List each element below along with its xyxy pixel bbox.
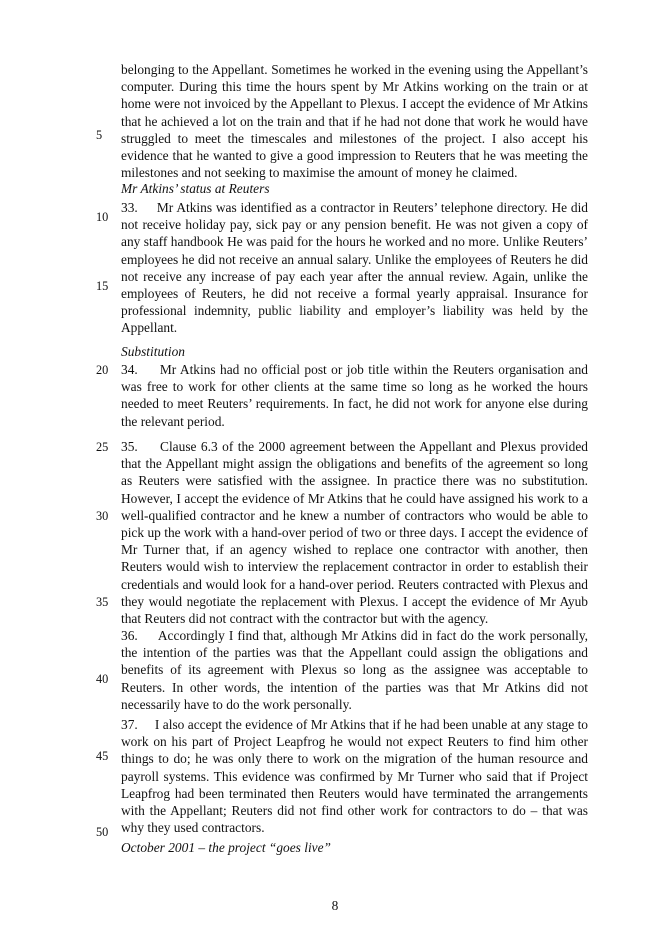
line-number-20: 20 xyxy=(96,363,109,377)
line-number-30: 30 xyxy=(96,509,109,523)
line-number-35: 35 xyxy=(96,595,109,609)
paragraph-continuation: belonging to the Appellant. Sometimes he worked in the evening using the Appellant’s computer. During this time the hours spent by Mr Atkins working on the train or at home were not invoiced by the Appellant to Plexus. I accept the evidence of Mr Atkins that he achieved a lot on the train and that if he had not done that work he would have struggled to meet the timescales and milestones of the project. I also accept his evidence that he wanted to give a good impression to Reuters that he was meeting the milestones and not seeking to maximise the amount of money he claimed. xyxy=(121,62,588,181)
line-number-50: 50 xyxy=(96,825,109,839)
paragraph-35: 35. Clause 6.3 of the 2000 agreement between the Appellant and Plexus provided that the Appellant might assign the obligations and benefits of the agreement so long as Reuters were satisfied with the assignee. In practice there was no substitution. However, I accept the evidence of Mr Atkins that he could have assigned his work to a well-qualified contractor and he knew a number of contractors who would be able to pick up the work with a hand-over period of two or three days. I accept the evidence of Mr Turner that, if an agency wished to replace one contractor with another, then Reuters would wish to interview the replacement contractor in order to establish their credentials and would look for a hand-over period. Reuters contracted with Plexus and they would negotiate the replacement with Plexus. I accept the evidence of Mr Ayub that Reuters did not contract with the contractor but with the agency. xyxy=(121,439,588,627)
paragraph-37: 37. I also accept the evidence of Mr Atkins that if he had been unable at any stage to work on his part of Project Leapfrog he would not expect Reuters to find him other things to do; he was only there to work on the migration of the human resource and payroll systems. This evidence was confirmed by Mr Turner who said that if Project Leapfrog had been terminated then Reuters would have terminated the arrangements with the Appellant; Reuters did not find other work for contractors to do – that was why they used contractors. xyxy=(121,717,588,836)
line-number-25: 25 xyxy=(96,440,109,454)
line-number-40: 40 xyxy=(96,672,109,686)
heading-substitution: Substitution xyxy=(121,344,185,359)
line-number-15: 15 xyxy=(96,279,109,293)
line-number-5: 5 xyxy=(96,128,103,142)
paragraph-34: 34. Mr Atkins had no official post or job title within the Reuters organisation and was free to work for other clients at the same time so long as he worked the hours needed to meet Reuters’ requirements. In fact, he did not work for anyone else during the relevant period. xyxy=(121,362,588,429)
line-number-45: 45 xyxy=(96,749,109,763)
page-number: 8 xyxy=(331,898,339,913)
heading-october-2001: October 2001 – the project “goes live” xyxy=(121,840,331,855)
line-number-10: 10 xyxy=(96,210,109,224)
paragraph-33: 33. Mr Atkins was identified as a contractor in Reuters’ telephone directory. He did not receive holiday pay, sick pay or any pension benefit. He was not given a copy of any staff handbook He was paid for the hours he worked and no more. Unlike Reuters’ employees he did not receive an annual salary. Unlike the employees of Reuters he did not receive any increase of pay each year after the annual review. Again, unlike the employees of Reuters, he did not receive a formal yearly appraisal. Insurance for professional indemnity, public liability and employer’s liability was held by the Appellant. xyxy=(121,200,588,336)
paragraph-36: 36. Accordingly I find that, although Mr Atkins did in fact do the work personally, the intention of the parties was that the Appellant could assign the obligations and benefits of its agreement with Plexus so long as the assignee was acceptable to Reuters. In other words, the intention of the parties was that Mr Atkins did not necessarily have to do the work personally. xyxy=(121,628,588,712)
heading-status-at-reuters: Mr Atkins’ status at Reuters xyxy=(121,181,270,196)
